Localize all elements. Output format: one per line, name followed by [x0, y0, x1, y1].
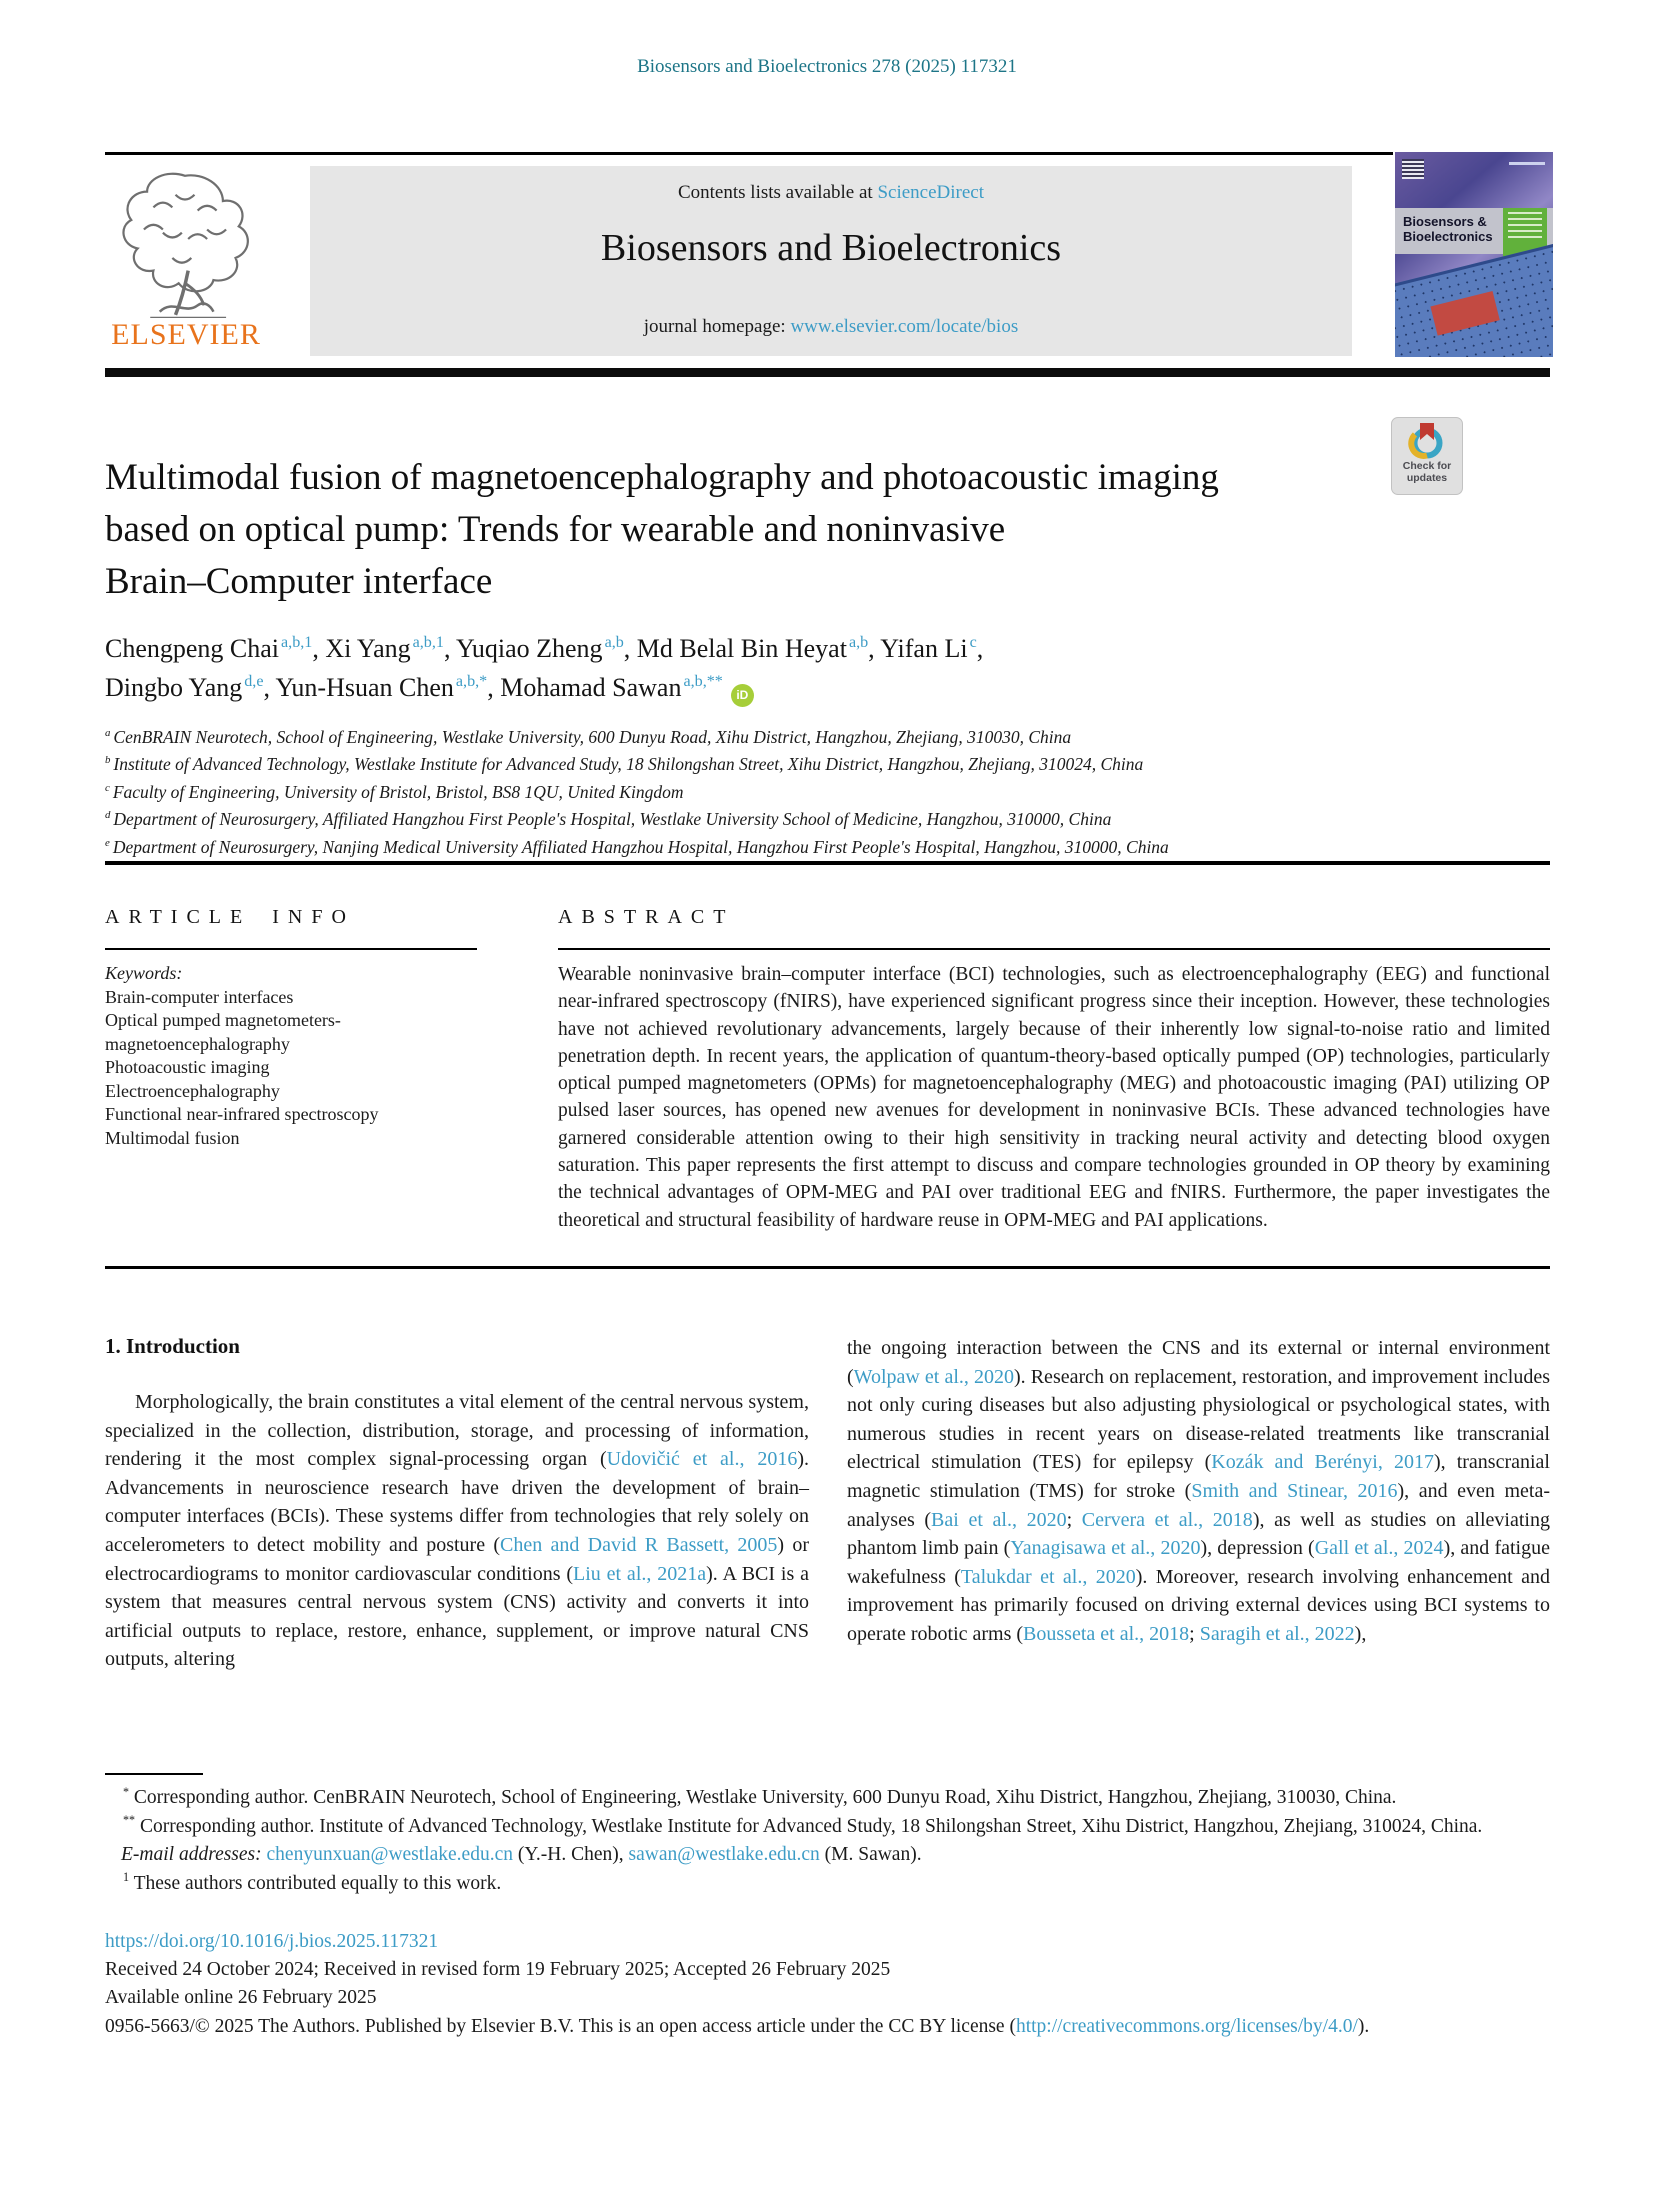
keyword-item: Brain-computer interfaces — [105, 986, 294, 1007]
cover-circuit-red-chip — [1430, 291, 1499, 336]
inline-link[interactable]: Kozák and Berényi, 2017 — [1211, 1451, 1434, 1474]
article-title: Multimodal fusion of magnetoencephalography and photoacoustic imaging based on optical pump: Trends for wearable and noninvasive Brain–Computer interface — [105, 457, 1219, 602]
inline-link[interactable]: Chen and David R Bassett, 2005 — [500, 1533, 778, 1556]
text-segment: , Yun-Hsuan Chen — [263, 673, 454, 702]
keyword-item: Electroencephalography — [105, 1080, 280, 1101]
text-segment: ). Advancements in neuroscience research have driven the development of brain–computer interfaces (BCIs). These systems differ from technologies that rely solely on accelerometers to detect mobility and posture ( — [105, 1448, 809, 1556]
text-segment: Corresponding author. CenBRAIN Neurotech, School of Engineering, Westlake University, 600 Dunyu Road, Xihu District, Hangzhou, Zhejiang, 310030, China. — [129, 1787, 1397, 1808]
check-badge-label: Check for updates — [1402, 460, 1452, 484]
journal-cover-image — [1395, 152, 1553, 357]
inline-link[interactable]: Udovičić et al., 2016 — [606, 1448, 798, 1471]
text-segment: , Yuqiao Zheng — [443, 634, 603, 663]
text-segment: (Y.-H. Chen), — [512, 1844, 629, 1866]
text-segment: E-mail addresses: — [121, 1844, 262, 1866]
inline-link[interactable]: http://creativecommons.org/licenses/by/4.0/ — [1015, 2015, 1358, 2037]
text-segment: ), as well as studies on alleviating phantom limb pain ( — [847, 1508, 1550, 1560]
text-segment: ). Moreover, research involving enhancement and improvement has primarily focused on driving external devices using BCI systems to operate robotic arms ( — [847, 1565, 1550, 1645]
text-segment: Corresponding author. Institute of Advanced Technology, Westlake Institute for Advanced Study, 18 Shilongshan Street, Xihu District, Hangzhou, Zhejiang, 310024, China. — [135, 1815, 1483, 1837]
intro-paragraph-left — [105, 1388, 809, 1674]
text-segment: ; — [1066, 1508, 1082, 1531]
inline-link[interactable]: a,b,** — [683, 673, 723, 691]
affiliations — [105, 722, 1525, 859]
inline-link[interactable]: Cervera et al., 2018 — [1081, 1508, 1253, 1531]
author-line-1 — [105, 629, 1505, 668]
inline-link[interactable]: Smith and Stinear, 2016 — [1191, 1479, 1398, 1502]
text-segment: ). — [1357, 2015, 1370, 2037]
text-segment: ), and even meta-analyses ( — [847, 1479, 1550, 1531]
text-segment: ), depression ( — [1200, 1537, 1315, 1560]
inline-link[interactable]: Talukdar et al., 2020 — [960, 1565, 1136, 1588]
homepage-line — [310, 316, 1352, 338]
text-segment: ). A BCI is a system that measures central nervous system (CNS) activity and converts it into artificial outputs to replace, restore, enhance, supplement, or improve natural CNS outputs, altering — [105, 1562, 809, 1671]
text-segment: , Mohamad Sawan — [487, 673, 682, 702]
text-segment: * — [123, 1784, 130, 1799]
section-divider-rule — [105, 861, 1550, 865]
header-top-rule — [105, 152, 1393, 155]
journal-header-box — [310, 166, 1352, 356]
journal-reference: Biosensors and Bioelectronics 278 (2025) 117321 — [637, 56, 1017, 77]
elsevier-logo: ELSEVIER — [111, 318, 261, 351]
affiliation-c: $^c$ Faculty of Engineering, University of Bristol, Bristol, BS8 1QU, United Kingdom — [105, 781, 684, 802]
inline-link[interactable]: a,b,* — [455, 673, 488, 691]
inline-link[interactable]: Bousseta et al., 2018 — [1023, 1622, 1190, 1645]
text-segment: Dingbo Yang — [105, 673, 243, 702]
inline-link[interactable]: a,b — [848, 634, 869, 652]
keywords-block — [105, 962, 485, 1150]
text-segment: 1 — [123, 1870, 130, 1885]
article-info-heading: ARTICLE INFO — [105, 906, 355, 928]
text-segment: (M. Sawan). — [819, 1844, 922, 1866]
text-segment: ) or electrocardiograms to monitor cardiovascular conditions ( — [105, 1533, 809, 1585]
publication-info — [105, 1928, 1550, 2041]
body-column-left — [105, 1388, 809, 1674]
text-segment: Contents lists available at — [677, 182, 878, 203]
inline-link[interactable]: a,b — [604, 634, 624, 652]
text-segment: Chengpeng Chai — [105, 634, 280, 663]
text-segment: , — [976, 634, 984, 663]
available-online: Available online 26 February 2025 — [105, 1987, 377, 2009]
keyword-item: Functional near-infrared spectroscopy — [105, 1104, 379, 1124]
elsevier-tree-icon — [106, 160, 264, 318]
affiliation-b: $^b$ Institute of Advanced Technology, Westlake Institute for Advanced Study, 18 Shilongshan Street, Xihu District, Hangzhou, Zhejiang, 310024, China — [105, 754, 1144, 775]
received-dates: Received 24 October 2024; Received in revised form 19 February 2025; Accepted 26 February 2025 — [105, 1959, 891, 1981]
text-segment: the ongoing interaction between the CNS and its external or internal environment ( — [847, 1337, 1550, 1388]
text-segment: journal homepage: — [643, 316, 791, 337]
inline-link[interactable]: Bai et al., 2020 — [931, 1508, 1067, 1531]
text-segment: , Xi Yang — [312, 634, 411, 663]
author-line-2 — [105, 668, 1505, 707]
abstract-rule — [558, 948, 1550, 950]
cover-journal-title: Biosensors & Bioelectronics — [1403, 214, 1493, 244]
affiliation-d: $^d$ Department of Neurosurgery, Affiliated Hangzhou First People's Hospital, Westlake University School of Medicine, Hangzhou, 310000, China — [105, 809, 1112, 830]
keywords-label: Keywords: — [105, 963, 183, 983]
author-list — [105, 629, 1505, 707]
inline-link[interactable]: sawan@westlake.edu.cn — [628, 1844, 820, 1866]
inline-link[interactable]: Gall et al., 2024 — [1314, 1537, 1444, 1560]
footnote-emails — [105, 1841, 1550, 1870]
text-segment: ), — [1354, 1622, 1367, 1645]
inline-link[interactable]: ScienceDirect — [877, 182, 985, 203]
header-divider-bar — [105, 368, 1550, 377]
inline-link[interactable]: a,b,1 — [281, 634, 313, 652]
inline-link[interactable]: a,b,1 — [412, 634, 444, 652]
body-column-right — [847, 1334, 1550, 1649]
footnote-separator — [105, 1773, 203, 1775]
keyword-item: Multimodal fusion — [105, 1127, 240, 1148]
copyright-line — [105, 2013, 1550, 2041]
contents-line — [310, 182, 1352, 204]
cover-circuit-board — [1395, 241, 1553, 357]
text-segment: These authors contributed equally to this work. — [129, 1872, 502, 1894]
keyword-item: Optical pumped magnetometers-magnetoencephalography — [105, 1010, 341, 1054]
text-segment: ), and fatigue wakefulness ( — [847, 1537, 1550, 1588]
text-segment: ** — [123, 1813, 136, 1828]
text-segment: Morphologically, the brain constitutes a vital element of the central nervous system, specialized in the collection, distribution, storage, and processing of information, rendering it the most complex signal-processing organ ( — [105, 1391, 809, 1471]
footnote-equal-contribution — [105, 1870, 1550, 1899]
keyword-item: Photoacoustic imaging — [105, 1057, 270, 1077]
orcid-icon[interactable]: iD — [731, 684, 754, 707]
affiliation-e: $^e$ Department of Neurosurgery, Nanjing Medical University Affiliated Hangzhou Hospital, Hangzhou First People's Hospital, Hangzhou, 310000, China — [105, 836, 1169, 857]
inline-link[interactable]: Saragih et al., 2022 — [1199, 1622, 1355, 1645]
doi-link[interactable]: https://doi.org/10.1016/j.bios.2025.117321 — [105, 1931, 439, 1952]
section-heading-introduction: 1. Introduction — [105, 1334, 240, 1358]
journal-title: Biosensors and Bioelectronics — [600, 227, 1062, 269]
cover-barcode — [1402, 159, 1424, 179]
inline-link[interactable]: d,e — [244, 673, 264, 691]
inline-link[interactable]: Wolpaw et al., 2020 — [853, 1365, 1014, 1388]
abstract-text: Wearable noninvasive brain–computer interface (BCI) technologies, such as electroencephalography (EEG) and functional near-infrared spectroscopy (fNIRS), have experienced significant progress since their inception. However, these technologies have not achieved revolutionary advancements, largely because of their inherently low signal-to-noise ratio and limited penetration depth. In recent years, the application of quantum-theory-based optically pumped (OP) technologies, particularly optical pumped magnetometers (OPMs) for magnetoencephalography (MEG) and photoacoustic imaging (PAI) utilizing OP pulsed laser sources, has opened new avenues for development in noninvasive BCIs. These advanced technologies have garnered considerable attention owing to their high sensitivity in tracking neural activity and detecting blood oxygen saturation. This paper represents the first attempt to discuss and compare technologies grounded in OP theory by examining the technical advantages of OPM-MEG and PAI over traditional EEG and fNIRS. Furthermore, the paper investigates the theoretical and structural feasibility of hardware reuse in OPM-MEG and PAI applications. — [558, 964, 1550, 1231]
footnotes — [105, 1784, 1550, 1898]
text-segment: 0956-5663/© 2025 The Authors. Published by Elsevier B.V. This is an open access article under the CC BY license ( — [105, 2015, 1016, 2037]
footnote-corresponding-2 — [105, 1813, 1550, 1842]
text-segment: ), transcranial magnetic stimulation (TMS) for stroke ( — [847, 1451, 1550, 1502]
affiliation-a: $^a$ CenBRAIN Neurotech, School of Engineering, Westlake University, 600 Dunyu Road, Xihu District, Hangzhou, Zhejiang, 310030, China — [105, 726, 1072, 747]
inline-link[interactable]: c — [969, 634, 977, 652]
abstract-heading: ABSTRACT — [558, 906, 735, 928]
inline-link[interactable]: Liu et al., 2021a — [573, 1562, 707, 1585]
text-segment: ). Research on replacement, restoration, and improvement includes not only curing diseases but also adjusting physiological or psychological states, with numerous studies in recent years on disease-related treatments like transcranial electrical stimulation (TES) for epilepsy ( — [847, 1365, 1550, 1474]
text-segment: , Md Belal Bin Heyat — [623, 634, 847, 663]
inline-link[interactable]: Yanagisawa et al., 2020 — [1010, 1537, 1201, 1560]
article-info-rule — [105, 948, 477, 950]
inline-link[interactable]: www.elsevier.com/locate/bios — [790, 316, 1019, 337]
cover-issn-text — [1509, 162, 1545, 165]
footnote-corresponding-1 — [105, 1784, 1550, 1813]
abstract-bottom-rule — [105, 1266, 1550, 1269]
text-segment: ; — [1189, 1622, 1200, 1645]
text-segment: , Yifan Li — [868, 634, 968, 663]
inline-link[interactable]: chenyunxuan@westlake.edu.cn — [266, 1844, 513, 1866]
intro-paragraph-right — [847, 1334, 1550, 1649]
